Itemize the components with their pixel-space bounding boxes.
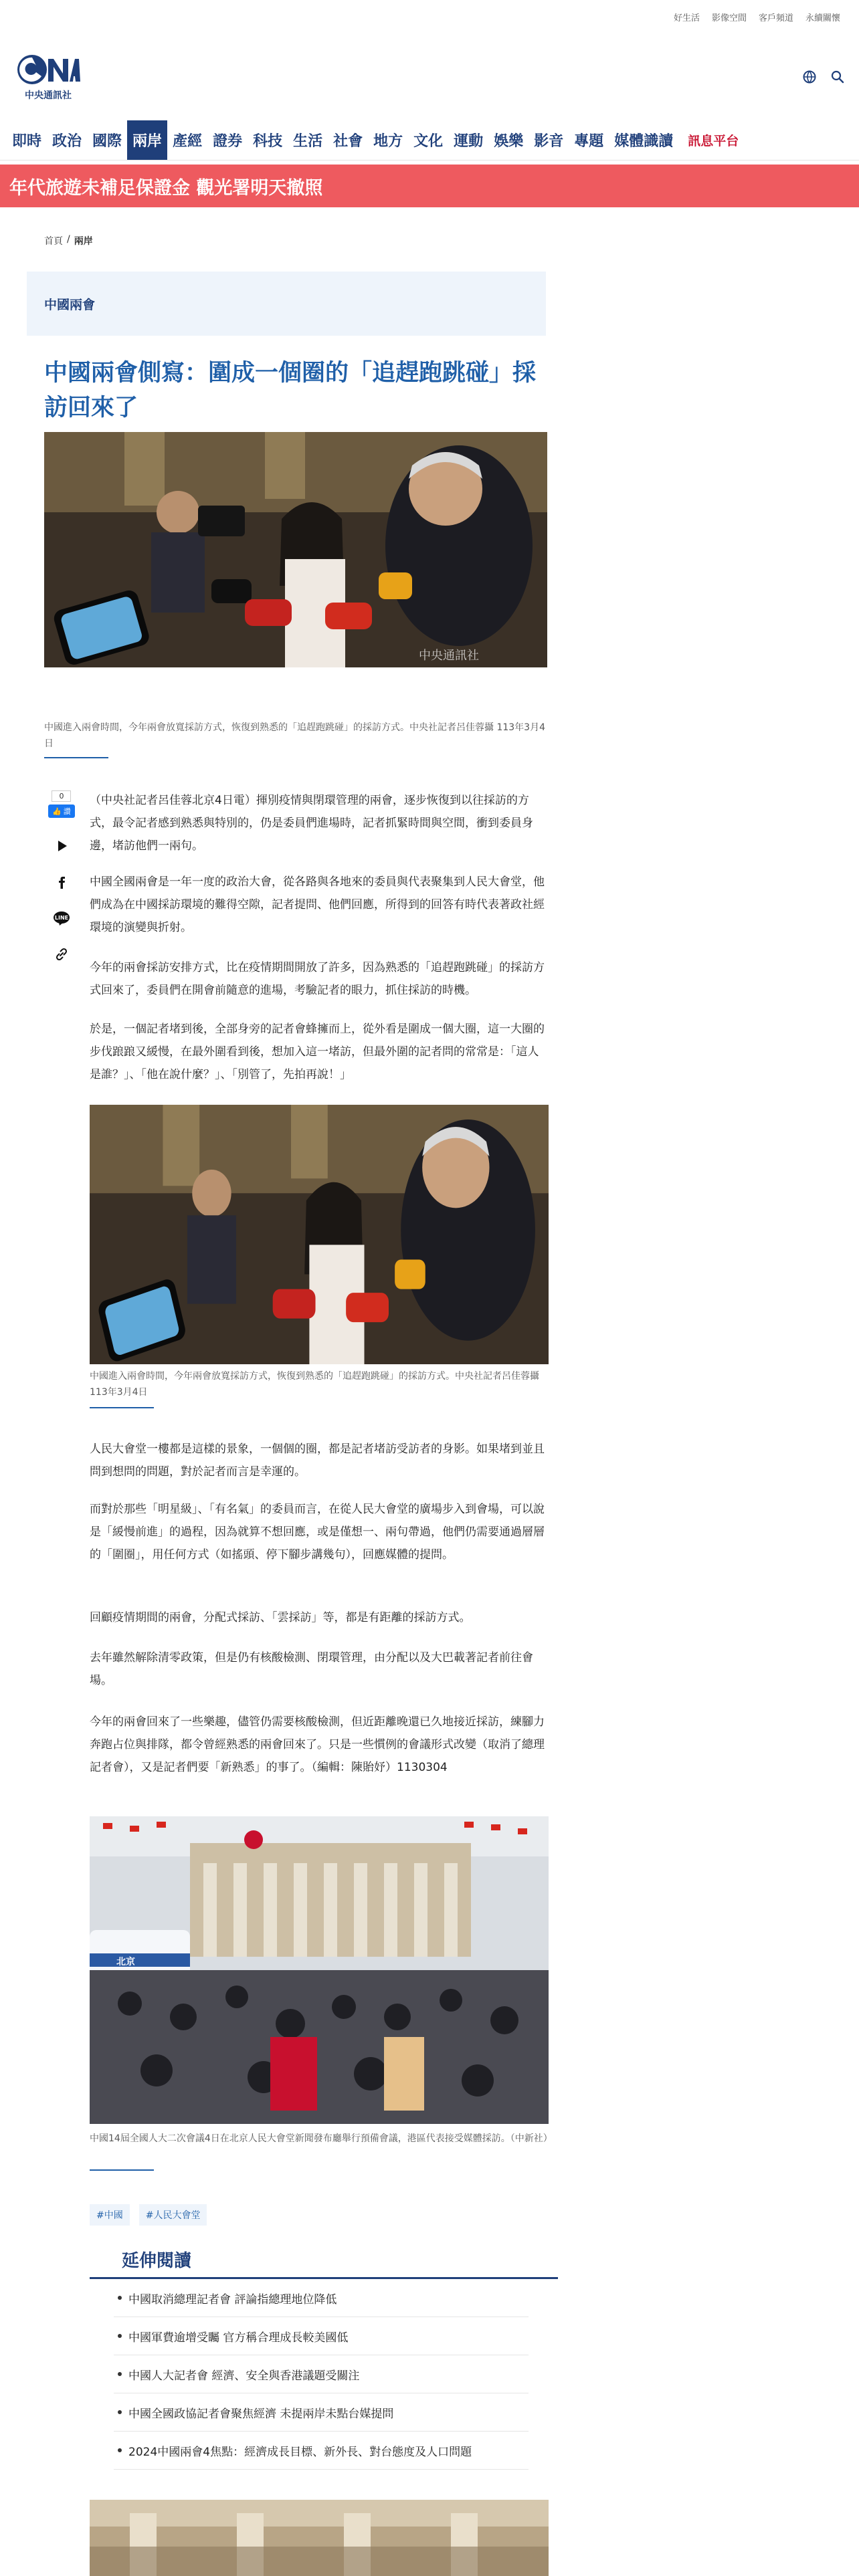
- breaking-banner[interactable]: 年代旅遊未補足保證金 觀光署明天撤照: [0, 165, 859, 207]
- related-article-photo[interactable]: [90, 2500, 549, 2576]
- play-audio-icon[interactable]: [54, 838, 70, 854]
- nav-item-culture[interactable]: 文化: [413, 133, 444, 150]
- top-link-good-life[interactable]: 好生活: [673, 13, 700, 23]
- photo-1-caption: 中國進入兩會時間，今年兩會放寬採訪方式，恢復到熟悉的「追趕跑跳碰」的採訪方式。中央社記者呂佳蓉攝 113年3月4日: [44, 722, 545, 749]
- article-paragraph-7: 回顧疫情期間的兩會，分配式採訪、「雲採訪」等，都是有距離的採訪方式。: [90, 1611, 471, 1624]
- nav-item-cross-strait[interactable]: 兩岸: [127, 120, 167, 160]
- like-count: 0: [52, 790, 71, 802]
- article-paragraph-6: 而對於那些「明星級」、「有名氣」的委員而言，在從人民大會堂的廣場步入到會場，可以說是「緩慢前進」的過程，因為就算不想回應，或是僅想一、兩句帶過，他們仍需要通過層層的「圍圈」，用任何方式（如搖頭、停下腳步講幾句），回應媒體的提問。: [90, 1503, 545, 1562]
- further-reading-item[interactable]: 中國取消總理記者會 評論指總理地位降低: [114, 2279, 529, 2317]
- globe-icon[interactable]: [803, 70, 816, 84]
- logo-text: 中央通訊社: [25, 90, 72, 101]
- nav-item-media-literacy[interactable]: 媒體識讀: [614, 133, 674, 150]
- section-label[interactable]: 中國兩會: [27, 272, 546, 336]
- further-reading-title: 延伸閱讀: [122, 2251, 192, 2271]
- article-photo-2[interactable]: [90, 1105, 549, 1364]
- caption-divider-3: [90, 2169, 154, 2171]
- tag-china[interactable]: #中國: [90, 2204, 130, 2226]
- svg-text:LINE: LINE: [54, 915, 69, 921]
- like-label: 讚: [63, 807, 71, 816]
- further-reading-item[interactable]: 中國人大記者會 經濟、安全與香港議題受關注: [114, 2355, 529, 2393]
- great-hall-interior-photo: [90, 2500, 549, 2576]
- article-paragraph-1: （中央社記者呂佳蓉北京4日電）揮別疫情與閉環管理的兩會，逐步恢復到以往採訪的方式，最令記者感到熟悉與特別的，仍是委員們進場時，記者抓緊時間與空間，衝到委員身邊，堵訪他們一兩句。: [90, 794, 533, 853]
- article-paragraph-4: 於是，一個記者堵到後，全部身旁的記者會蜂擁而上，從外看是圍成一個大圈，這一大圈的步伐踉踉又緩慢，在最外圍看到後，想加入這一堵訪，但最外圍的記者問的常常是：「這人是誰？」、「他在說什麼？」、「別管了，先拍再說！」: [90, 1023, 545, 1081]
- photo-2-caption: 中國進入兩會時間，今年兩會放寬採訪方式，恢復到熟悉的「追趕跑跳碰」的採訪方式。中央社記者呂佳蓉攝 113年3月4日: [90, 1371, 539, 1398]
- breadcrumb-home[interactable]: 首頁: [44, 236, 63, 247]
- search-icon[interactable]: [831, 70, 844, 84]
- article-paragraph-9: 今年的兩會回來了一些樂趣，儘管仍需要核酸檢測，但近距離晚還已久地接近採訪，練腳力奔跑占位與排隊，都令曾經熟悉的兩會回來了。只是一些慣例的會議形式改變（取消了總理記者會），又是記者們要「新熟悉」的事了。（編輯：陳貽妤）1130304: [90, 1715, 545, 1774]
- press-scrum-photo-2: [90, 1105, 549, 1364]
- nav-item-society[interactable]: 社會: [333, 133, 363, 150]
- facebook-share-icon[interactable]: [54, 874, 70, 890]
- breadcrumb-separator: /: [67, 234, 70, 245]
- caption-divider-2: [90, 1407, 154, 1408]
- facebook-like-button[interactable]: [48, 790, 75, 818]
- further-reading-item[interactable]: 中國軍費逾增受矚 官方稱合理成長較美國低: [114, 2317, 529, 2355]
- share-toolbar: [44, 790, 79, 962]
- article-paragraph-5: 人民大會堂一樓都是這樣的景象，一個個的圈，都是記者堵訪受訪者的身影。如果堵到並且問到想問的問題，對於記者而言是幸運的。: [90, 1442, 545, 1479]
- tag-great-hall[interactable]: #人民大會堂: [139, 2204, 207, 2226]
- top-link-image-space[interactable]: 影像空間: [711, 13, 747, 23]
- article-paragraph-3: 今年的兩會採訪安排方式，比在疫情期間開放了許多，因為熟悉的「追趕跑跳碰」的採訪方式回來了，委員們在開會前隨意的進場，考驗記者的眼力，抓住採訪的時機。: [90, 961, 545, 997]
- article-paragraph-8: 去年雖然解除清零政策，但是仍有核酸檢測、閉環管理，由分配以及大巴載著記者前往會場。: [90, 1651, 533, 1687]
- nav-item-sports[interactable]: 運動: [454, 133, 484, 150]
- main-nav: [0, 120, 859, 160]
- nav-item-entertainment[interactable]: 娛樂: [494, 133, 524, 150]
- article-photo-1[interactable]: [44, 432, 547, 667]
- article-tags: [90, 2204, 207, 2226]
- nav-item-video[interactable]: 影音: [534, 133, 564, 150]
- nav-item-message-platform[interactable]: 訊息平台: [688, 134, 739, 148]
- nav-item-politics[interactable]: 政治: [52, 133, 82, 150]
- top-utility-links: [0, 0, 859, 33]
- nav-item-finance[interactable]: 產經: [173, 133, 203, 150]
- article-title: 中國兩會側寫：圍成一個圈的「追趕跑跳碰」採訪回來了: [44, 360, 537, 421]
- copy-link-icon[interactable]: [54, 946, 70, 962]
- thumbs-up-icon: 👍: [52, 807, 62, 816]
- press-scrum-photo: [44, 432, 547, 667]
- article-photo-3[interactable]: [90, 1816, 549, 2124]
- nav-item-life[interactable]: 生活: [293, 133, 323, 150]
- caption-divider: [44, 757, 108, 758]
- article-paragraph-2: 中國全國兩會是一年一度的政治大會，從各路與各地來的委員與代表聚集到人民大會堂，他們成為在中國採訪環境的難得空隙，記者提問、他們回應，所得到的回答有時代表著政社經環境的演變與折射。: [90, 875, 545, 934]
- breadcrumb: [44, 234, 859, 247]
- cna-logo[interactable]: [15, 52, 82, 102]
- photo-3-caption: 中國14屆全國人大二次會議4日在北京人民大會堂新聞發布廳舉行預備會議，港區代表接受媒體採訪。（中新社）: [90, 2133, 553, 2144]
- photo-watermark: 中央通訊社: [419, 649, 479, 663]
- nav-item-features[interactable]: 專題: [574, 133, 604, 150]
- nav-item-securities[interactable]: 證券: [213, 133, 243, 150]
- great-hall-square-photo: [90, 1816, 549, 2124]
- nav-item-breaking[interactable]: 即時: [12, 133, 42, 150]
- bus-livery-text: 北京: [116, 1957, 135, 1967]
- nav-item-local[interactable]: 地方: [373, 133, 403, 150]
- site-header: [0, 33, 859, 120]
- top-link-sustainability[interactable]: 永續關懷: [805, 13, 840, 23]
- line-share-icon[interactable]: [53, 910, 70, 926]
- further-reading-item[interactable]: 中國全國政協記者會聚焦經濟 未提兩岸未點台媒提問: [114, 2393, 529, 2432]
- breadcrumb-current[interactable]: 兩岸: [74, 236, 93, 247]
- further-reading: [90, 2247, 558, 2470]
- nav-item-international[interactable]: 國際: [92, 133, 122, 150]
- nav-item-technology[interactable]: 科技: [253, 133, 283, 150]
- header-icons: [803, 70, 844, 84]
- cna-logo-icon: [16, 52, 80, 87]
- top-link-customer-channel[interactable]: 客戶頻道: [758, 13, 793, 23]
- further-reading-list: [114, 2279, 558, 2470]
- further-reading-item[interactable]: 2024中國兩會4焦點：經濟成長目標、新外長、對台態度及人口問題: [114, 2432, 529, 2470]
